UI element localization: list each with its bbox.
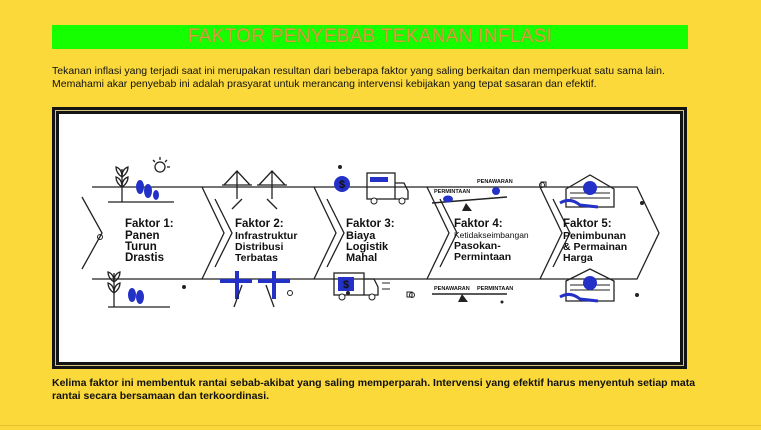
- scale-label-bottom-left: PENAWARAN: [434, 286, 470, 292]
- money-symbol-bottom: $: [342, 279, 350, 291]
- truck-bottom-icon: [334, 273, 390, 300]
- plant-sun-icon: [108, 157, 174, 202]
- intro-paragraph: Tekanan inflasi yang terjadi saat ini merupakan resultan dari beberapa faktor yang saling berkaitan dan memperkuat satu sama lain. Memahami akar penyebab ini adalah prasyarat untuk merancang intervensi kebijakan yang tepat sasaran dan efektif.: [52, 65, 665, 90]
- bridge-bottom-icon: [220, 271, 290, 299]
- factor-2-label: [235, 218, 297, 264]
- factor-2-line-3: Terbatas: [235, 252, 278, 264]
- warehouse-bottom-icon: [560, 269, 614, 301]
- factor-5-label: [563, 218, 627, 264]
- factor-1-line-3: Drastis: [125, 252, 164, 264]
- scale-label-top-left: PERMINTAAN: [434, 189, 471, 195]
- truck-top-icon: [334, 173, 408, 204]
- factor-3-line-3: Mahal: [346, 252, 378, 264]
- factor-4-label: [454, 218, 529, 263]
- outro-paragraph: Kelima faktor ini membentuk rantai sebab-akibat yang saling memperparah. Intervensi yang efektif harus menyentuh setiap mata rantai secara bersamaan dan terkoordinasi.: [52, 377, 696, 402]
- factor-5-line-2: & Permainan: [563, 241, 628, 253]
- bridge-top-icon: [222, 171, 287, 209]
- money-symbol-top: $: [338, 179, 346, 191]
- factor-5-line-3: Harga: [563, 252, 593, 264]
- factor-5-line-1: Penimbunan: [563, 230, 627, 242]
- warehouse-top-icon: [560, 175, 614, 207]
- factor-2-heading: Faktor 2:: [235, 218, 284, 230]
- factor-3-heading: Faktor 3:: [346, 218, 395, 230]
- infographic: [52, 107, 687, 369]
- title-bar: [52, 25, 688, 49]
- scale-label-bottom-right: PERMINTAAN: [477, 286, 514, 292]
- factor-1-line-2: Turun: [125, 241, 157, 253]
- factor-3-line-2: Logistik: [346, 241, 389, 253]
- factor-2-line-2: Distribusi: [235, 241, 284, 253]
- infographic-frame: [52, 107, 687, 369]
- factor-2-line-1: Infrastruktur: [235, 230, 298, 242]
- bottom-divider: [0, 425, 761, 426]
- factor-4-heading: Faktor 4:: [454, 218, 503, 230]
- factor-4-line-2: Pasokan-: [454, 240, 501, 252]
- factor-4-line-1: Ketidakseimbangan: [454, 230, 529, 240]
- factor-1-line-1: Panen: [125, 230, 160, 242]
- factor-1-heading: Faktor 1:: [125, 218, 174, 230]
- factor-1-label: [125, 218, 174, 264]
- road-lines: [234, 285, 274, 307]
- blue-plant-bottom-icon: [128, 288, 144, 304]
- scale-bottom-icon: [432, 286, 513, 302]
- scale-label-top-right: PENAWARAN: [477, 179, 513, 185]
- chevron-3: [314, 187, 449, 279]
- factor-3-line-1: Biaya: [346, 230, 376, 242]
- factor-4-line-3: Permintaan: [454, 251, 512, 263]
- factor-5-heading: Faktor 5:: [563, 218, 612, 230]
- page-title: FAKTOR PENYEBAB TEKANAN INFLASI: [187, 26, 553, 47]
- factor-3-label: [346, 218, 395, 264]
- blue-plant-icon: [136, 180, 159, 200]
